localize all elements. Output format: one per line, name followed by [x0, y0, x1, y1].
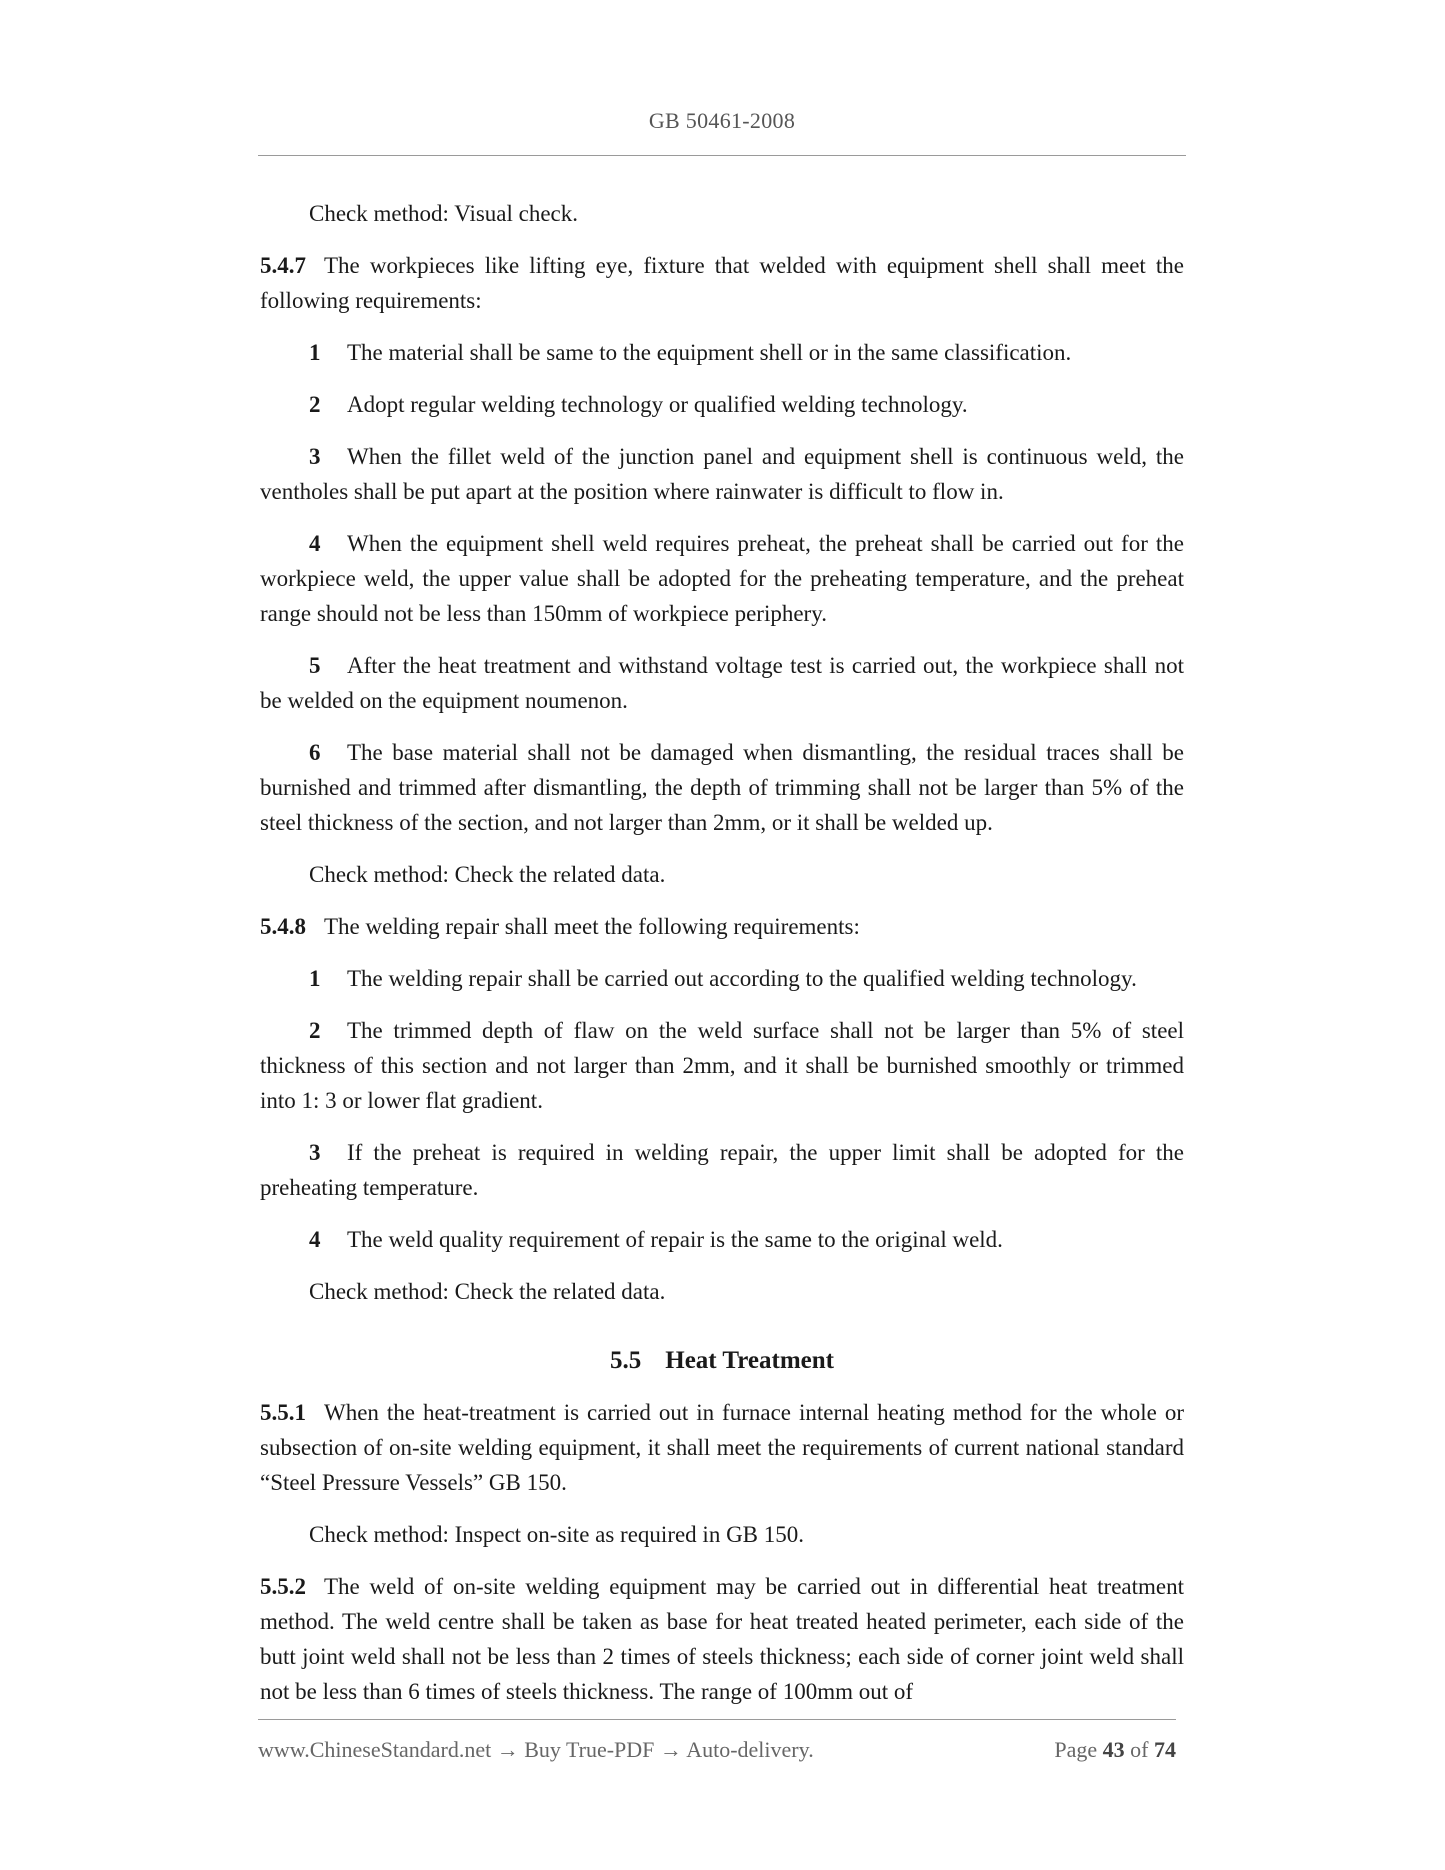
item-text: When the equipment shell weld requires preheat, the preheat shall be carried out for the workpiece weld, the upper value shall be adopted for the preheating temperature, and the preheat range should not be less than 150mm of workpiece periphery. [260, 531, 1184, 626]
section-title: Heat Treatment [665, 1347, 834, 1374]
buy-pdf-link[interactable]: Buy True-PDF [524, 1737, 655, 1762]
clause-number: 5.4.7 [260, 253, 306, 278]
item-number: 5 [309, 653, 321, 678]
list-item [260, 387, 1184, 422]
clause-5-5-2 [260, 1569, 1184, 1709]
page-total: 74 [1154, 1737, 1176, 1762]
item-text: Adopt regular welding technology or qualified welding technology. [347, 392, 968, 417]
item-number: 3 [309, 1140, 321, 1165]
footer-links [258, 1737, 814, 1763]
arrow-right-icon: → [496, 1737, 519, 1762]
site-link[interactable]: www.ChineseStandard.net [258, 1737, 492, 1762]
footer-divider [258, 1719, 1176, 1720]
check-method-related-data: Check method: Check the related data. [309, 862, 666, 887]
clause-number: 5.5.2 [260, 1574, 306, 1599]
clause-5-4-7 [260, 248, 1184, 318]
item-text: When the fillet weld of the junction panel and equipment shell is continuous weld, the ventholes shall be put apart at the position where rainwater is difficult to flow in. [260, 444, 1184, 504]
item-number: 3 [309, 444, 321, 469]
clause-number: 5.5.1 [260, 1400, 306, 1425]
clause-text: When the heat-treatment is carried out in furnace internal heating method for the whole or subsection of on-site welding equipment, it shall meet the requirements of current national standard “Steel Pressure Vessels” GB 150. [260, 1400, 1184, 1495]
item-text: The welding repair shall be carried out according to the qualified welding technology. [347, 966, 1137, 991]
list-item [260, 961, 1184, 996]
clause-5-4-8 [260, 909, 1184, 944]
page-body [260, 196, 1184, 1726]
page-label: Page [1054, 1737, 1098, 1762]
auto-delivery-text: Auto-delivery. [686, 1737, 814, 1762]
page-footer [258, 1737, 1176, 1763]
item-number: 2 [309, 1018, 321, 1043]
item-text: After the heat treatment and withstand voltage test is carried out, the workpiece shall not be welded on the equipment noumenon. [260, 653, 1184, 713]
header-divider [258, 155, 1186, 156]
item-number: 4 [309, 1227, 321, 1252]
item-text: The base material shall not be damaged when dismantling, the residual traces shall be burnished and trimmed after dismantling, the depth of trimming shall not be larger than 5% of the steel thickness of the section, and not larger than 2mm, or it shall be welded up. [260, 740, 1184, 835]
check-method-related-data: Check method: Check the related data. [309, 1279, 666, 1304]
item-text: The material shall be same to the equipment shell or in the same classification. [347, 340, 1072, 365]
list-item [260, 335, 1184, 370]
list-item [260, 735, 1184, 840]
clause-5-5-1 [260, 1395, 1184, 1500]
section-number: 5.5 [610, 1347, 642, 1374]
item-number: 1 [309, 340, 321, 365]
list-item [260, 1013, 1184, 1118]
item-number: 6 [309, 740, 321, 765]
list-item [260, 526, 1184, 631]
arrow-right-icon: → [659, 1737, 682, 1762]
clause-text: The workpieces like lifting eye, fixture that welded with equipment shell shall meet the following requirements: [260, 253, 1184, 313]
check-method-visual: Check method: Visual check. [309, 201, 579, 226]
page-indicator [1054, 1737, 1176, 1763]
page-header-title: GB 50461-2008 [648, 108, 796, 133]
page-number: 43 [1102, 1737, 1125, 1762]
check-method-onsite: Check method: Inspect on-site as required in GB 150. [309, 1522, 805, 1547]
of-label: of [1130, 1737, 1149, 1762]
clause-text: The welding repair shall meet the following requirements: [324, 914, 860, 939]
item-number: 4 [309, 531, 321, 556]
list-item [260, 1135, 1184, 1205]
list-item [260, 439, 1184, 509]
item-text: If the preheat is required in welding repair, the upper limit shall be adopted for the preheating temperature. [260, 1140, 1184, 1200]
item-text: The weld quality requirement of repair is the same to the original weld. [347, 1227, 1003, 1252]
item-number: 1 [309, 966, 321, 991]
section-heading [260, 1343, 1184, 1378]
item-text: The trimmed depth of flaw on the weld surface shall not be larger than 5% of steel thickness of this section and not larger than 2mm, and it shall be burnished smoothly or trimmed into 1: 3 or lower flat gradient. [260, 1018, 1184, 1113]
clause-text: The weld of on-site welding equipment may be carried out in differential heat treatment method. The weld centre shall be taken as base for heat treated heated perimeter, each side of the butt joint weld shall not be less than 2 times of steels thickness; each side of corner joint weld shall not be less than 6 times of steels thickness. The range of 100mm out of [260, 1574, 1184, 1704]
clause-number: 5.4.8 [260, 914, 306, 939]
item-number: 2 [309, 392, 321, 417]
list-item [260, 648, 1184, 718]
list-item [260, 1222, 1184, 1257]
